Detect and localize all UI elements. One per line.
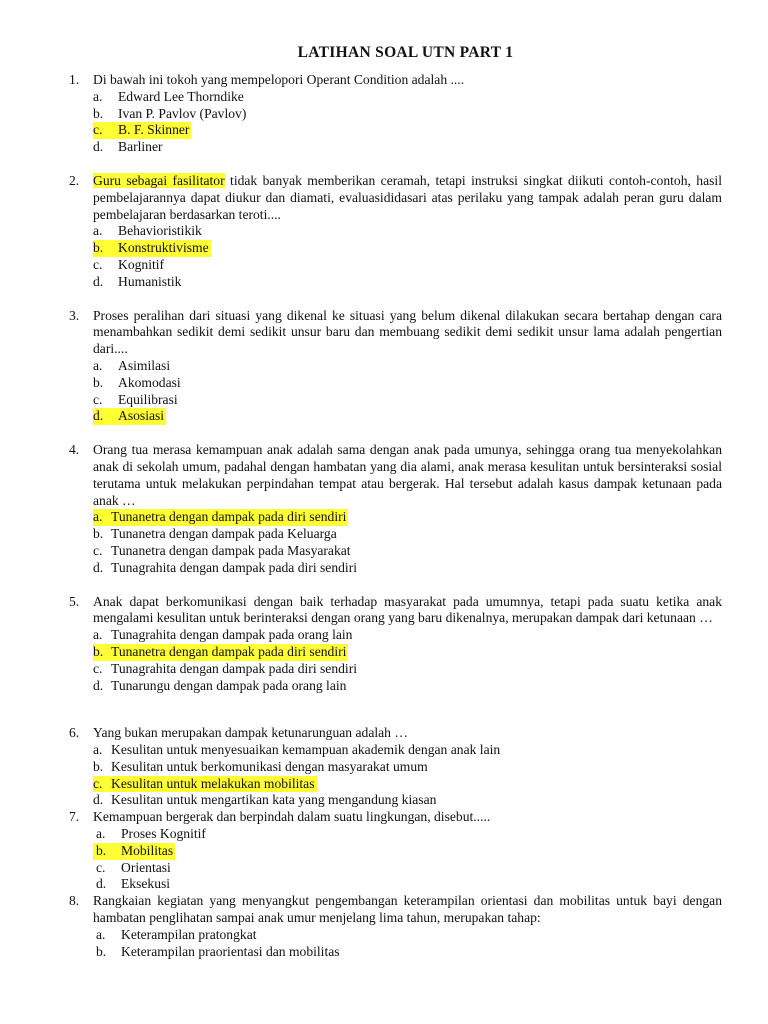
- question-number: 8.: [69, 893, 80, 909]
- option: [93, 742, 722, 759]
- spacer: [69, 425, 722, 442]
- option-letter: d.: [93, 273, 104, 289]
- question-number: 2.: [69, 172, 80, 188]
- option-letter: d.: [93, 408, 104, 424]
- option: [93, 661, 722, 678]
- option: [93, 759, 722, 776]
- option-text: Kesulitan untuk berkomunikasi dengan masyarakat umum: [111, 758, 428, 774]
- option: [93, 274, 722, 291]
- answer-option: [93, 776, 317, 793]
- option-letter: c.: [93, 542, 103, 558]
- option-text: Ivan P. Pavlov (Pavlov): [118, 105, 247, 121]
- question-text: [93, 442, 722, 509]
- question-number: 7.: [69, 809, 80, 825]
- option-list: [93, 927, 722, 961]
- option-letter: c.: [96, 859, 106, 875]
- question-text-part: Orang tua merasa kemampuan anak adalah sama dengan anak pada umunya, sehingga orang tua menyekolahkan anak di sekolah umum, padahal dengan hambatan yang dia alami, anak merasa kesulitan untuk bersinteraksi sosial terutama untuk melakukan perpindahan tempat atau bergerak. Hal tersebut adalah kasus dampak ketunaan pada anak …: [93, 442, 722, 508]
- question-text: [93, 893, 722, 927]
- option-text: Kesulitan untuk menyesuaikan kemampuan akademik dengan anak lain: [111, 742, 501, 758]
- option-letter: a.: [93, 223, 103, 239]
- option-text: Edward Lee Thorndike: [118, 88, 244, 104]
- question-text: [93, 725, 722, 742]
- option-text: Tunanetra dengan dampak pada Keluarga: [111, 526, 337, 542]
- option-text: Tunagrahita dengan dampak pada diri sendiri: [111, 559, 358, 575]
- option-text: Tunanetra dengan dampak pada Masyarakat: [111, 542, 351, 558]
- option-text: Konstruktivisme: [118, 240, 209, 256]
- question-text-part: Di bawah ini tokoh yang mempelopori Operant Condition adalah ....: [93, 72, 465, 87]
- option: [93, 792, 722, 809]
- spacer: [69, 577, 722, 594]
- spacer: [69, 156, 722, 173]
- option: [93, 392, 722, 409]
- option-list: [93, 358, 722, 425]
- option-text: Keterampilan pratongkat: [121, 926, 257, 942]
- question-text-part: Kemampuan bergerak dan berpindah dalam suatu lingkungan, disebut.....: [93, 809, 491, 825]
- question-text: [93, 173, 722, 223]
- option-letter: c.: [93, 775, 103, 791]
- option-text: Asosiasi: [118, 408, 165, 424]
- option: [93, 860, 722, 877]
- option-text: Behavioristikik: [118, 223, 202, 239]
- option-letter: a.: [93, 88, 103, 104]
- highlighted-phrase: Guru sebagai fasilitator: [93, 172, 225, 188]
- spacer: [69, 694, 722, 725]
- question-8: [69, 893, 722, 960]
- option-letter: d.: [96, 876, 107, 892]
- option-text: Tunarungu dengan dampak pada orang lain: [111, 677, 347, 693]
- option: [93, 927, 722, 944]
- question-text-part: Proses peralihan dari situasi yang dikenal ke situasi yang belum dikenal dilakukan secara bertahap dengan cara menambahkan sedikit demi sedikit unsur baru dan membuang sedikit demi sedikit unsur lama adalah pengertian dari....: [93, 307, 722, 357]
- option-letter: d.: [93, 677, 104, 693]
- option: [93, 627, 722, 644]
- question-text: [93, 308, 722, 358]
- option-list: [93, 742, 722, 809]
- option: [93, 543, 722, 560]
- option-text: Kognitif: [118, 256, 165, 272]
- option-text: Kesulitan untuk mengartikan kata yang mengandung kiasan: [111, 792, 437, 808]
- option-text: Tunagrahita dengan dampak pada orang lain: [111, 627, 353, 643]
- option: [93, 678, 722, 695]
- option-letter: b.: [93, 374, 104, 390]
- option-letter: d.: [93, 792, 104, 808]
- option-letter: b.: [93, 526, 104, 542]
- option-text: Keterampilan praorientasi dan mobilitas: [121, 943, 340, 959]
- option: [93, 526, 722, 543]
- question-4: [69, 442, 722, 576]
- question-text-part: Anak dapat berkomunikasi dengan baik terhadap masyarakat pada umumnya, tetapi pada suatu ketika anak mengalami kesulitan untuk berinteraksi dengan orang yang baru dikenalnya, merupakan dampak dari ketunaan …: [93, 593, 722, 626]
- answer-option: [93, 644, 348, 661]
- question-text-part: tidak banyak memberikan ceramah, tetapi instruksi singkat diikuti contoh-contoh, hasil pembelajarannya dapat diukur dan diamati, evaluasididasari atas perilaku yang tampak adalah peran guru dalam pembelajaran berdasarkan teroti....: [93, 172, 722, 222]
- option: [93, 375, 722, 392]
- question-7: [69, 809, 722, 893]
- answer-option: [93, 509, 348, 526]
- option: [93, 89, 722, 106]
- option-text: Asimilasi: [118, 357, 171, 373]
- question-number: 4.: [69, 442, 80, 458]
- answer-option: [93, 408, 166, 425]
- option-letter: b.: [96, 943, 107, 959]
- option-text: B. F. Skinner: [118, 122, 190, 138]
- option-list: [93, 223, 722, 290]
- option-letter: b.: [93, 643, 104, 659]
- answer-option: [93, 122, 191, 139]
- document-title: LATIHAN SOAL UTN PART 1: [297, 44, 514, 61]
- option-text: Tunanetra dengan dampak pada diri sendiri: [111, 509, 347, 525]
- option: [93, 826, 722, 843]
- option-letter: b.: [93, 758, 104, 774]
- option-text: Equilibrasi: [118, 391, 178, 407]
- question-2: [69, 173, 722, 291]
- option-letter: a.: [93, 627, 103, 643]
- option-letter: d.: [93, 559, 104, 575]
- option: [93, 257, 722, 274]
- option: [93, 944, 722, 961]
- option-letter: b.: [93, 105, 104, 121]
- option-text: Proses Kognitif: [121, 826, 206, 842]
- option-list: [93, 509, 722, 576]
- option-text: Orientasi: [121, 859, 171, 875]
- option-list: [93, 826, 722, 893]
- question-1: [69, 72, 722, 156]
- question-text: [93, 809, 722, 826]
- question-number: 6.: [69, 725, 80, 741]
- option-text: Kesulitan untuk melakukan mobilitas: [111, 775, 315, 791]
- option-text: Humanistik: [118, 273, 182, 289]
- question-number: 5.: [69, 593, 80, 609]
- option-letter: b.: [96, 842, 107, 858]
- option-text: Mobilitas: [121, 842, 174, 858]
- option-letter: a.: [93, 742, 103, 758]
- option-letter: a.: [96, 926, 106, 942]
- option-text: Tunagrahita dengan dampak pada diri sendiri: [111, 660, 358, 676]
- option-letter: d.: [93, 139, 104, 155]
- option-letter: c.: [93, 660, 103, 676]
- option-letter: c.: [93, 256, 103, 272]
- option: [93, 139, 722, 156]
- option-text: Eksekusi: [121, 876, 171, 892]
- option-text: Tunanetra dengan dampak pada diri sendiri: [111, 643, 347, 659]
- option: [93, 560, 722, 577]
- option-letter: a.: [93, 357, 103, 373]
- option: [93, 223, 722, 240]
- option-list: [93, 89, 722, 156]
- option-text: Akomodasi: [118, 374, 181, 390]
- question-text-part: Yang bukan merupakan dampak ketunarunguan adalah …: [93, 725, 408, 741]
- option-text: Barliner: [118, 139, 163, 155]
- question-list: [69, 72, 722, 960]
- option-list: [93, 627, 722, 694]
- option: [93, 876, 722, 893]
- option-letter: c.: [93, 122, 103, 138]
- option-letter: a.: [96, 826, 106, 842]
- spacer: [69, 291, 722, 308]
- question-5: [69, 594, 722, 695]
- option-letter: b.: [93, 240, 104, 256]
- question-text-part: Rangkaian kegiatan yang menyangkut pengembangan keterampilan orientasi dan mobilitas untuk bayi dengan hambatan penglihatan sampai anak umur menjelang lima tahun, merupakan tahap:: [93, 893, 722, 926]
- question-6: [69, 725, 722, 809]
- option-letter: c.: [93, 391, 103, 407]
- answer-option: [93, 240, 211, 257]
- question-number: 3.: [69, 307, 80, 323]
- option: [93, 358, 722, 375]
- option-letter: a.: [93, 509, 103, 525]
- question-text: [93, 594, 722, 628]
- option: [93, 106, 722, 123]
- question-number: 1.: [69, 72, 80, 87]
- question-3: [69, 308, 722, 426]
- question-text: [93, 72, 722, 89]
- answer-option: [93, 843, 175, 860]
